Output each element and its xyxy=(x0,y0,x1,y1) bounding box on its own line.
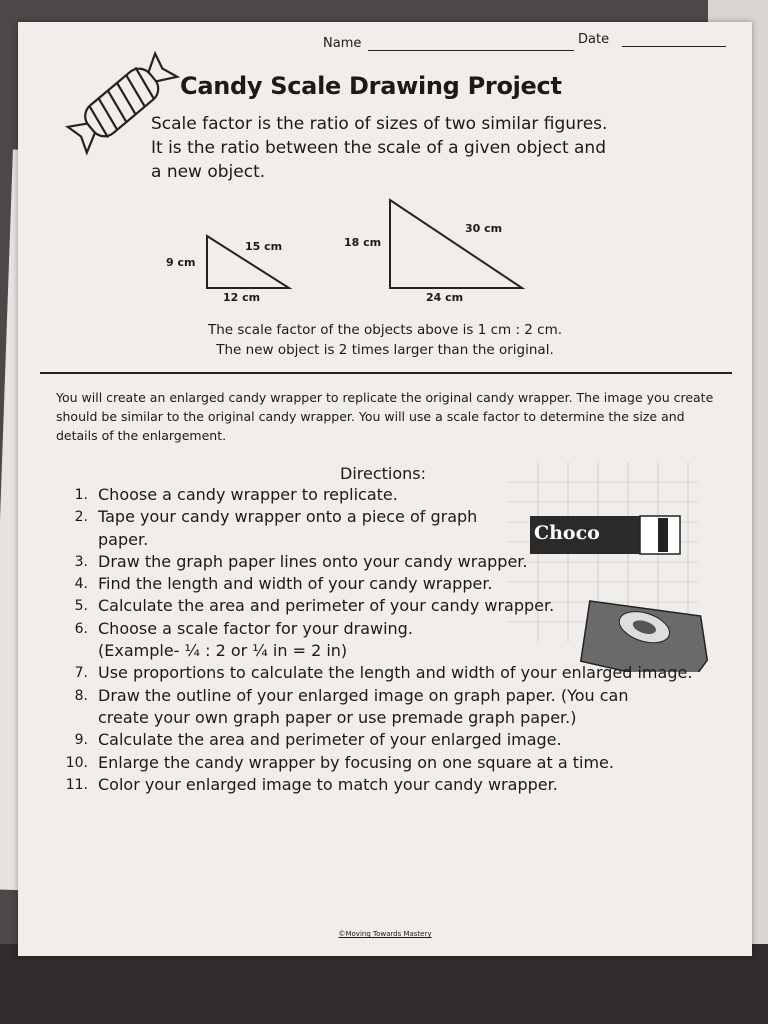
large-triangle-side-a: 18 cm xyxy=(344,236,382,249)
direction-step: 5. Calculate the area and perimeter of your candy wrapper. xyxy=(74,596,555,616)
direction-step: 6. Choose a scale factor for your drawing. (Example- ¼ : 2 or ¼ in = 2 in) xyxy=(74,618,413,661)
directions-list xyxy=(46,484,726,796)
large-triangle-hypotenuse: 30 cm xyxy=(465,222,503,235)
background-table xyxy=(0,944,768,1024)
large-triangle-side-b: 24 cm xyxy=(426,291,464,304)
date-line[interactable] xyxy=(622,46,726,47)
date-label: Date xyxy=(578,32,610,47)
direction-step: 8. Draw the outline of your enlarged image on graph paper. (You can create your own graph paper or use premade graph paper.) xyxy=(74,685,629,727)
direction-step: 3. Draw the graph paper lines onto your candy wrapper. xyxy=(74,551,528,571)
wrapper-brand-label: Choco xyxy=(534,522,600,544)
name-label: Name xyxy=(323,36,362,51)
direction-step: 10. Enlarge the candy wrapper by focusing on one square at a time. xyxy=(65,752,614,772)
direction-step: 7. Use proportions to calculate the length and width of your enlarged image. xyxy=(74,663,693,683)
direction-step: 1. Choose a candy wrapper to replicate. xyxy=(74,485,398,504)
small-triangle-side-b: 12 cm xyxy=(223,291,261,304)
section-divider xyxy=(40,372,732,374)
name-line[interactable] xyxy=(368,50,574,51)
small-triangle-hypotenuse: 15 cm xyxy=(245,240,283,253)
direction-step: 11. Color your enlarged image to match your candy wrapper. xyxy=(65,774,558,794)
instructions-paragraph: You will create an enlarged candy wrapper to replicate the original candy wrapper. The image you create should be similar to the original candy wrapper. You will use a scale factor to determine the size and details of the enlargement. xyxy=(56,390,714,443)
copyright-footer: ©Moving Towards Mastery xyxy=(338,930,432,938)
direction-step: 2. Tape your candy wrapper onto a piece of graph paper. xyxy=(74,507,478,549)
scale-caption-line2: The new object is 2 times larger than the original. xyxy=(216,342,554,358)
intro-text: Scale factor is the ratio of sizes of two similar figures. It is the ratio between the scale of a given object and a new object. xyxy=(151,114,608,182)
direction-step: 4. Find the length and width of your candy wrapper. xyxy=(74,574,493,594)
direction-step: 9. Calculate the area and perimeter of your enlarged image. xyxy=(74,730,562,750)
large-triangle xyxy=(386,196,526,292)
worksheet xyxy=(18,22,752,956)
page-title: Candy Scale Drawing Project xyxy=(180,72,562,100)
directions-heading: Directions: xyxy=(340,464,427,483)
small-triangle-side-a: 9 cm xyxy=(166,256,196,269)
scale-caption-line1: The scale factor of the objects above is 1 cm : 2 cm. xyxy=(207,322,563,338)
